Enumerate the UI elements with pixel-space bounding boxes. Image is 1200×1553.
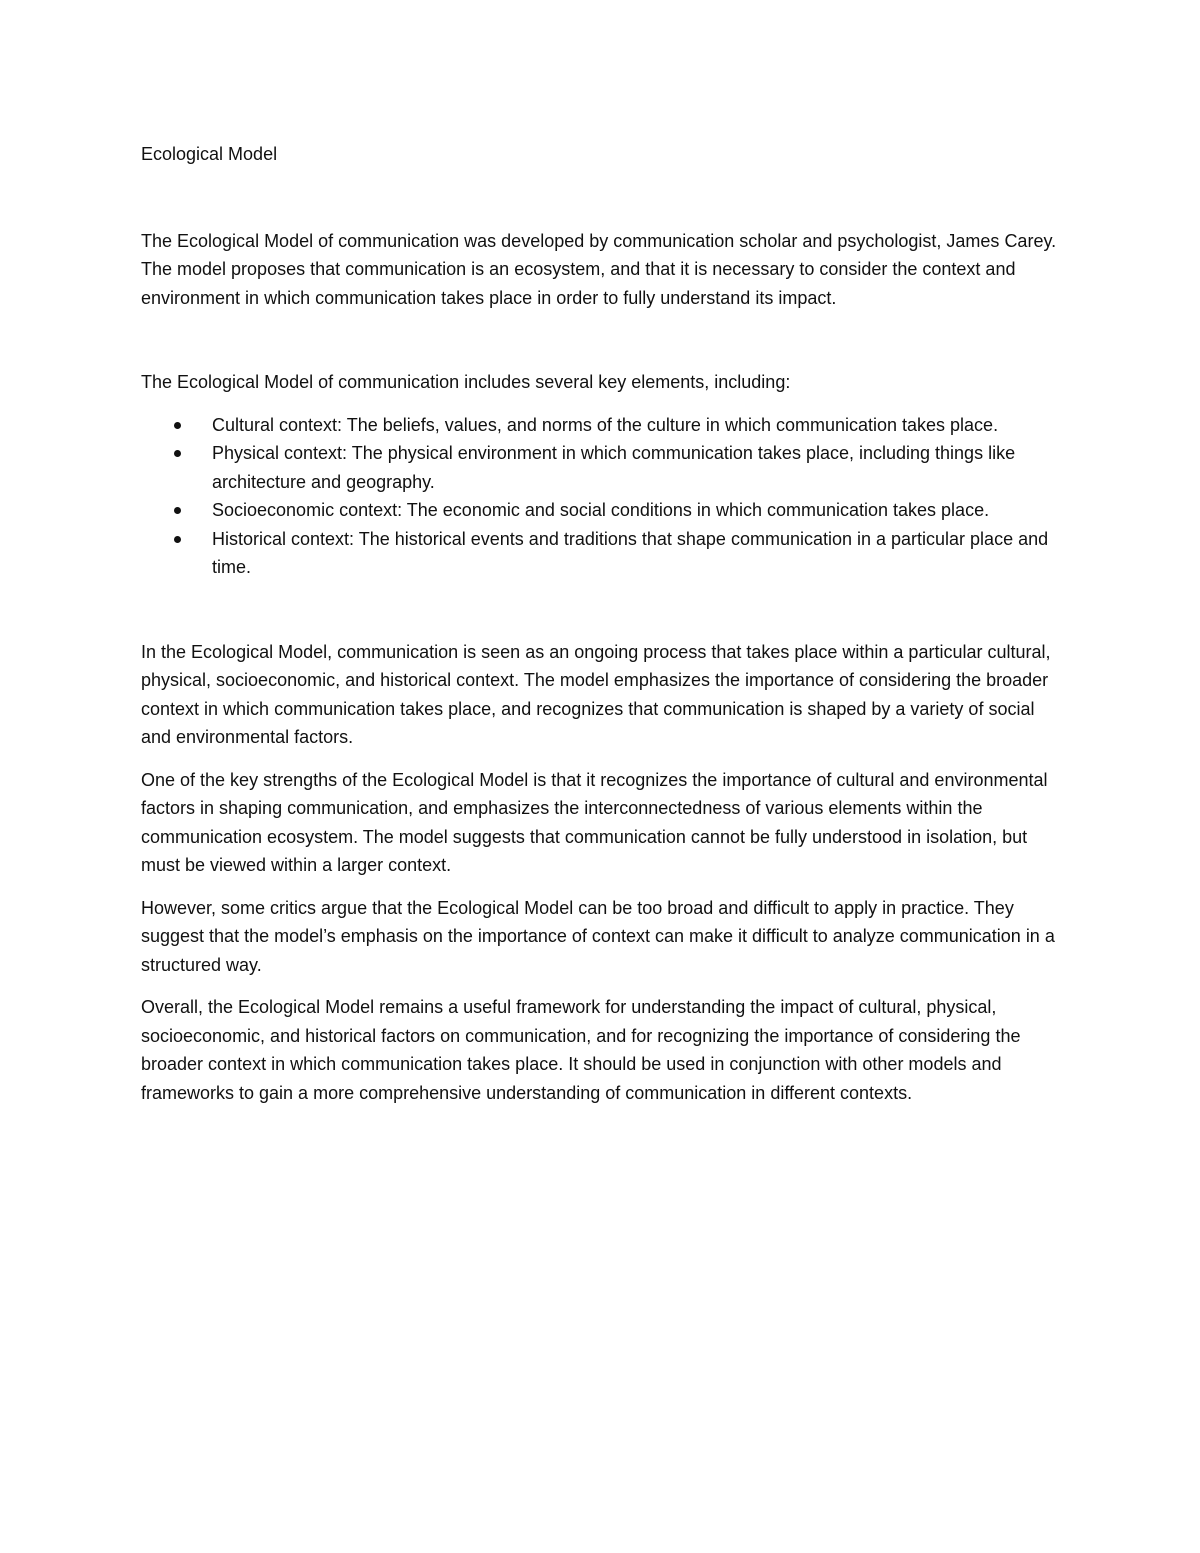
process-paragraph: In the Ecological Model, communication is seen as an ongoing process that takes place within a particular cultural, physical, socioeconomic, and historical context. The model emphasizes the importance of considering the broader context in which communication takes place, and recognizes that communication is shaped by a variety of social and environmental factors. (141, 641, 1051, 747)
bullet-icon (174, 507, 181, 514)
document-body (141, 140, 1061, 1107)
list-item-text: Cultural context: The beliefs, values, and norms of the culture in which communication takes place. (212, 414, 999, 435)
list-item-text: Historical context: The historical events and traditions that shape communication in a particular place and time. (212, 528, 1049, 577)
list-item-socioeconomic-context (141, 496, 1061, 525)
document-title: Ecological Model (141, 144, 278, 164)
key-elements-list (141, 411, 1061, 582)
criticism-paragraph: However, some critics argue that the Ecological Model can be too broad and difficult to apply in practice. They suggest that the model’s emphasis on the importance of context can make it difficult to analyze communication in a structured way. (141, 897, 1055, 975)
bullet-icon (174, 536, 181, 543)
list-item-cultural-context (141, 411, 1061, 440)
list-item-physical-context (141, 439, 1061, 496)
list-item-historical-context (141, 525, 1061, 582)
intro-paragraph: The Ecological Model of communication was developed by communication scholar and psychologist, James Carey. The model proposes that communication is an ecosystem, and that it is necessary to consider the context and environment in which communication takes place in order to fully understand its impact. (141, 230, 1057, 308)
conclusion-paragraph: Overall, the Ecological Model remains a useful framework for understanding the impact of cultural, physical, socioeconomic, and historical factors on communication, and for recognizing the importance of considering the broader context in which communication takes place. It should be used in conjunction with other models and frameworks to gain a more comprehensive understanding of communication in different contexts. (141, 997, 1021, 1103)
bullet-icon (174, 450, 181, 457)
strengths-paragraph: One of the key strengths of the Ecological Model is that it recognizes the importance of cultural and environmental factors in shaping communication, and emphasizes the interconnectedness of various elements within the communication ecosystem. The model suggests that communication cannot be fully understood in isolation, but must be viewed within a larger context. (141, 769, 1048, 875)
elements-intro-paragraph: The Ecological Model of communication includes several key elements, including: (141, 372, 791, 392)
list-item-text: Physical context: The physical environment in which communication takes place, including things like architecture and geography. (212, 443, 1016, 492)
bullet-icon (174, 422, 181, 429)
list-item-text: Socioeconomic context: The economic and social conditions in which communication takes place. (212, 500, 990, 520)
